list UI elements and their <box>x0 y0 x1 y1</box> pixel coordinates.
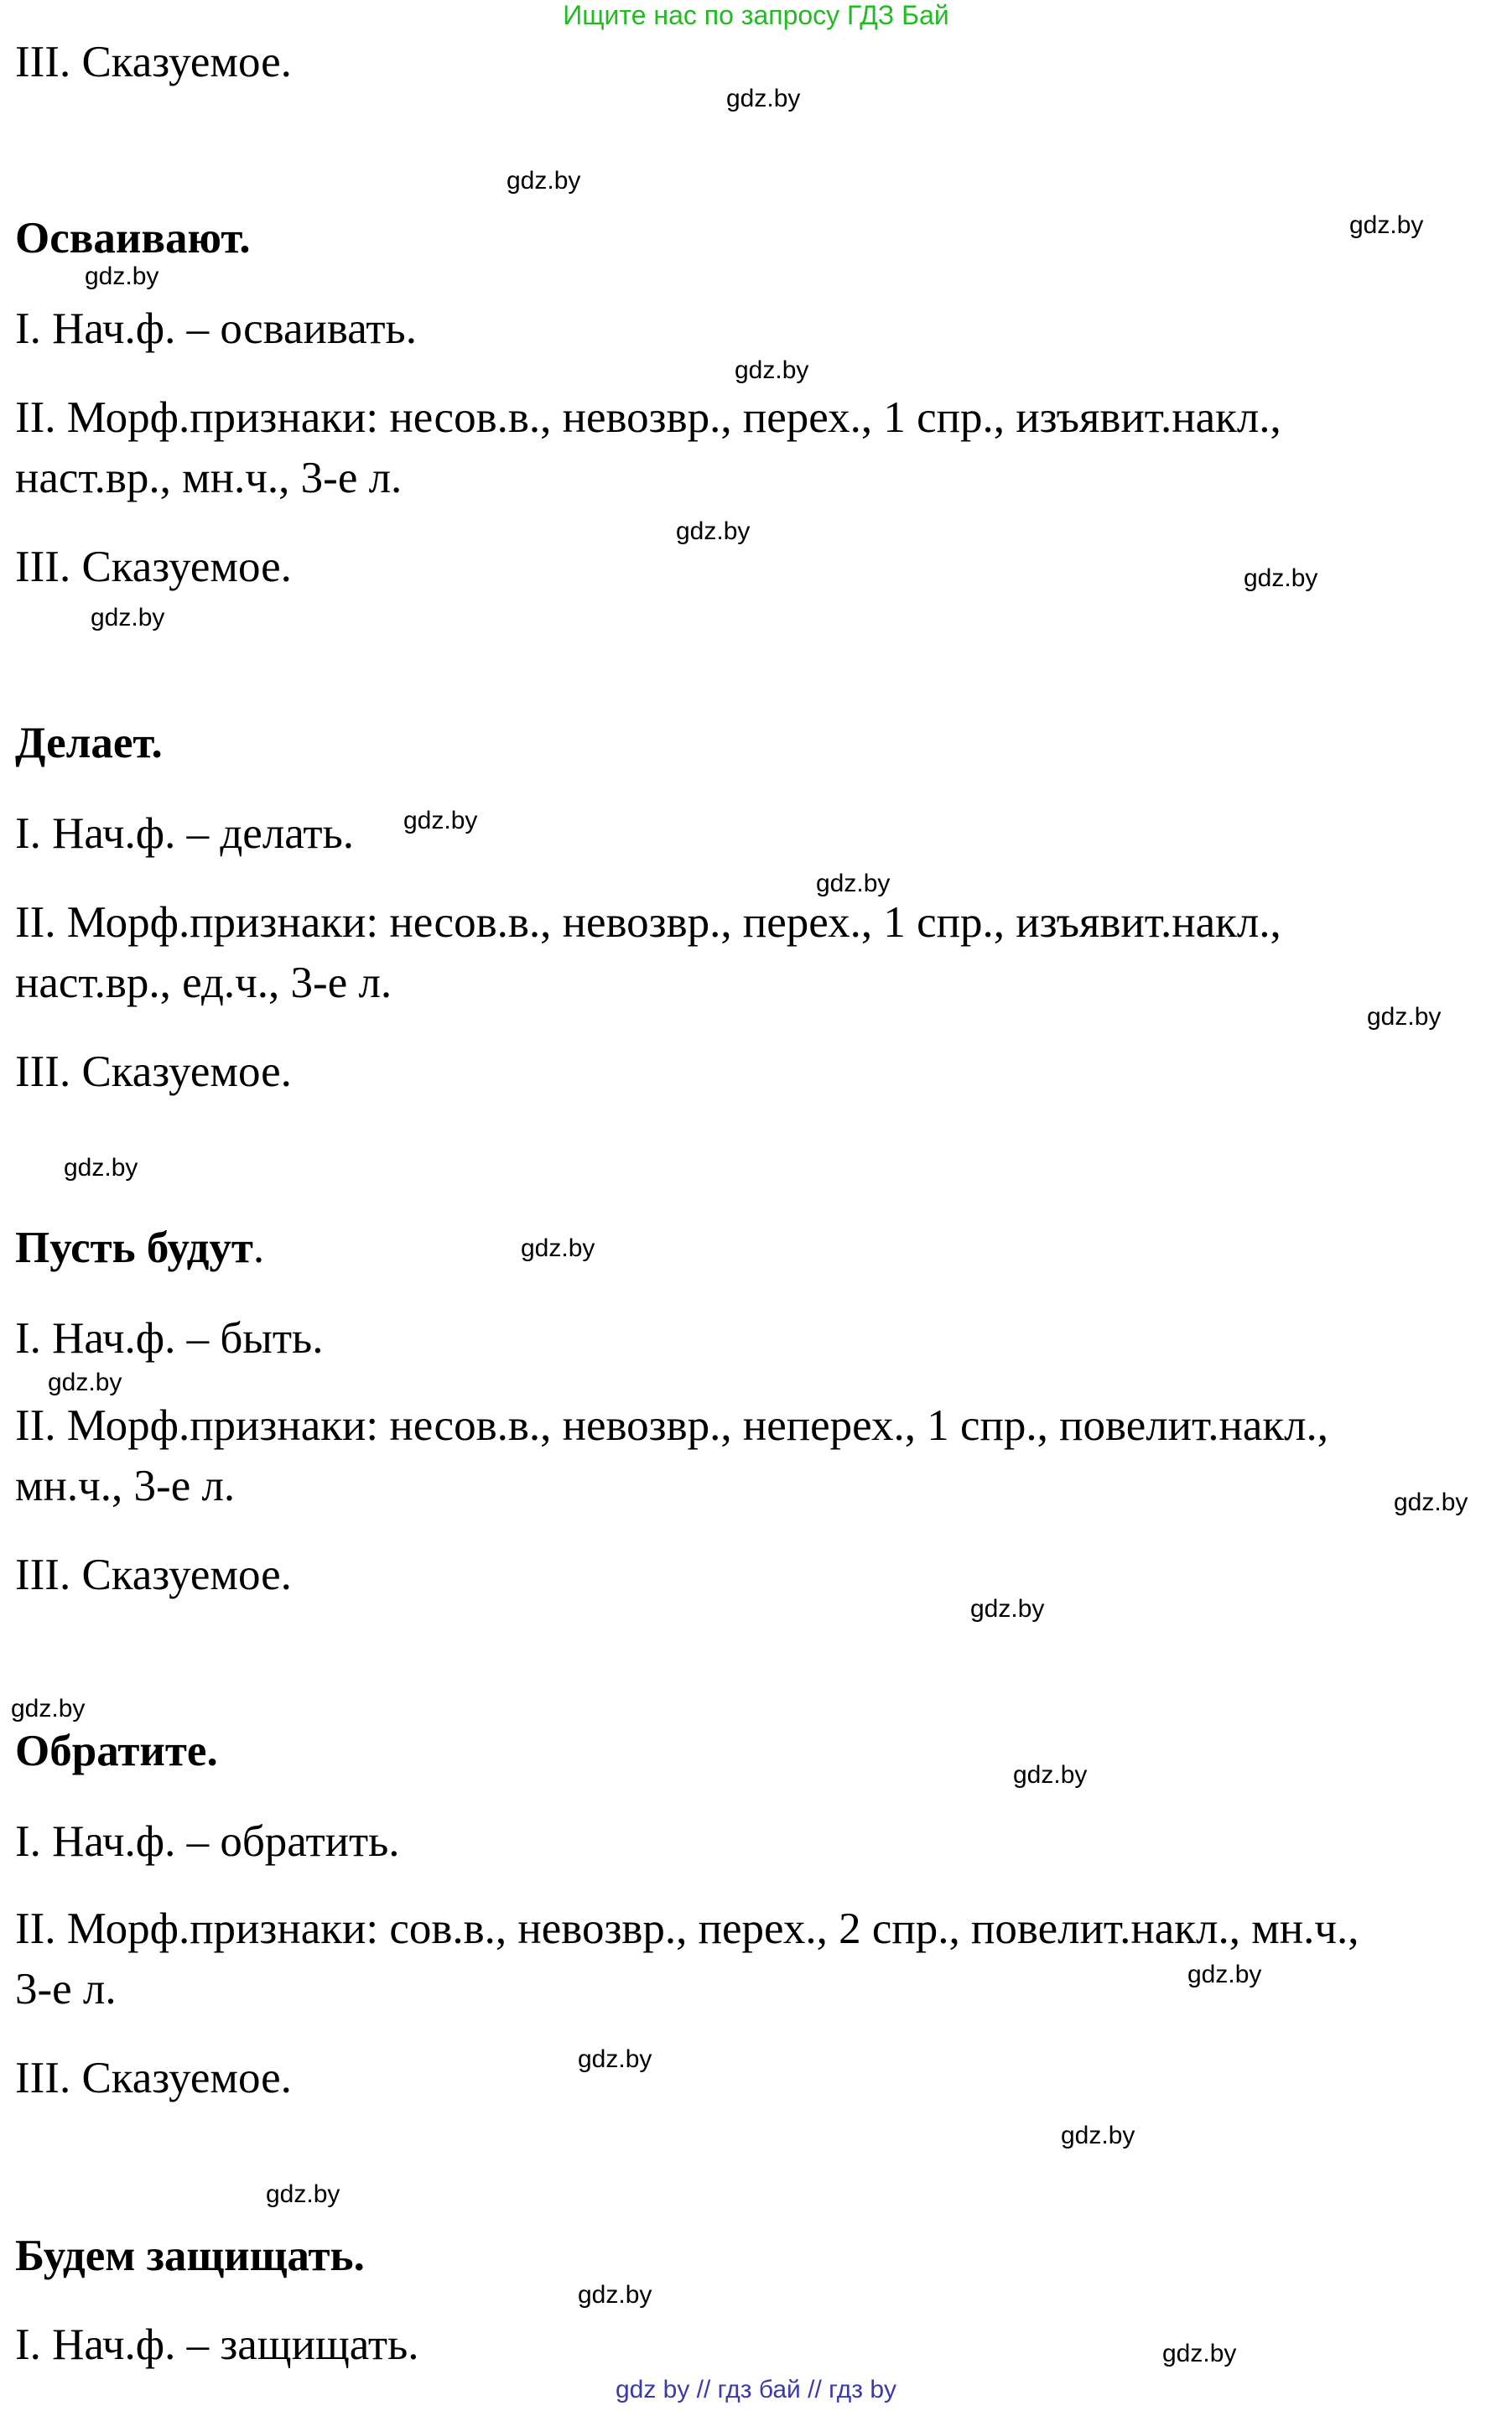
watermark-text: gdz.by <box>1367 1003 1442 1031</box>
text-line: III. Сказуемое. <box>15 1047 292 1096</box>
word-heading: Осваивают. <box>15 214 251 262</box>
watermark-text: gdz.by <box>1349 211 1424 239</box>
word-heading <box>15 1219 1491 1276</box>
watermark-text: gdz.by <box>726 85 801 112</box>
search-banner: Ищите нас по запросу ГДЗ Бай <box>563 0 949 30</box>
text-line: I. Нач.ф. – защищать. <box>15 2320 419 2369</box>
text-line: II. Морф.признаки: несов.в., невозвр., перех., 1 спр., изъявит.накл., <box>15 393 1281 442</box>
watermark-text: gdz.by <box>1187 1961 1262 1988</box>
watermark-text: gdz.by <box>266 2180 340 2208</box>
watermark-text: gdz.by <box>970 1595 1045 1623</box>
watermark-text: gdz.by <box>521 1234 595 1262</box>
word-heading-period: . <box>252 1224 265 1272</box>
text-line: III. Сказуемое. <box>15 543 292 591</box>
watermark-text: gdz.by <box>1162 2340 1237 2367</box>
text-line: II. Морф.признаки: несов.в., невозвр., неперех., 1 спр., повелит.накл., <box>15 1401 1329 1450</box>
text-line: мн.ч., 3-е л. <box>15 1462 236 1510</box>
watermark-text: gdz.by <box>1394 1489 1468 1516</box>
watermark-text: gdz.by <box>735 356 809 384</box>
text-line: III. Сказуемое. <box>15 1551 292 1599</box>
watermark-text: gdz.by <box>1061 2122 1135 2149</box>
word-heading: Обратите. <box>15 1727 218 1775</box>
text-line: наст.вр., ед.ч., 3-е л. <box>15 959 392 1007</box>
watermark-text: gdz.by <box>578 2281 652 2309</box>
text-line: наст.вр., мн.ч., 3-е л. <box>15 454 403 502</box>
watermark-text: gdz.by <box>91 604 165 631</box>
text-line: III. Сказуемое. <box>15 2054 292 2102</box>
footer-links: gdz by // гдз бай // гдз by <box>615 2376 897 2403</box>
word-heading: Делает. <box>15 719 163 767</box>
text-line: I. Нач.ф. – делать. <box>15 809 354 858</box>
watermark-text: gdz.by <box>85 262 159 290</box>
watermark-text: gdz.by <box>507 167 581 195</box>
watermark-text: gdz.by <box>64 1154 138 1182</box>
text-line: II. Морф.признаки: сов.в., невозвр., перех., 2 спр., повелит.накл., мн.ч., <box>15 1904 1359 1953</box>
text-line: 3-е л. <box>15 1965 117 2013</box>
watermark-text: gdz.by <box>676 517 751 545</box>
text-line: I. Нач.ф. – обратить. <box>15 1817 400 1866</box>
watermark-text: gdz.by <box>11 1695 86 1723</box>
text-line: II. Морф.признаки: несов.в., невозвр., перех., 1 спр., изъявит.накл., <box>15 898 1281 947</box>
watermark-text: gdz.by <box>48 1369 122 1396</box>
text-line: I. Нач.ф. – осваивать. <box>15 304 417 353</box>
text-line: III. Сказуемое. <box>15 38 292 86</box>
watermark-text: gdz.by <box>1013 1761 1088 1789</box>
watermark-text: gdz.by <box>816 870 891 897</box>
watermark-text: gdz.by <box>403 807 478 834</box>
word-heading-bold: Пусть будут <box>15 1224 253 1272</box>
word-heading: Будем защищать. <box>15 2232 365 2280</box>
watermark-text: gdz.by <box>578 2045 652 2073</box>
watermark-text: gdz.by <box>1244 564 1318 592</box>
text-line: I. Нач.ф. – быть. <box>15 1314 324 1363</box>
